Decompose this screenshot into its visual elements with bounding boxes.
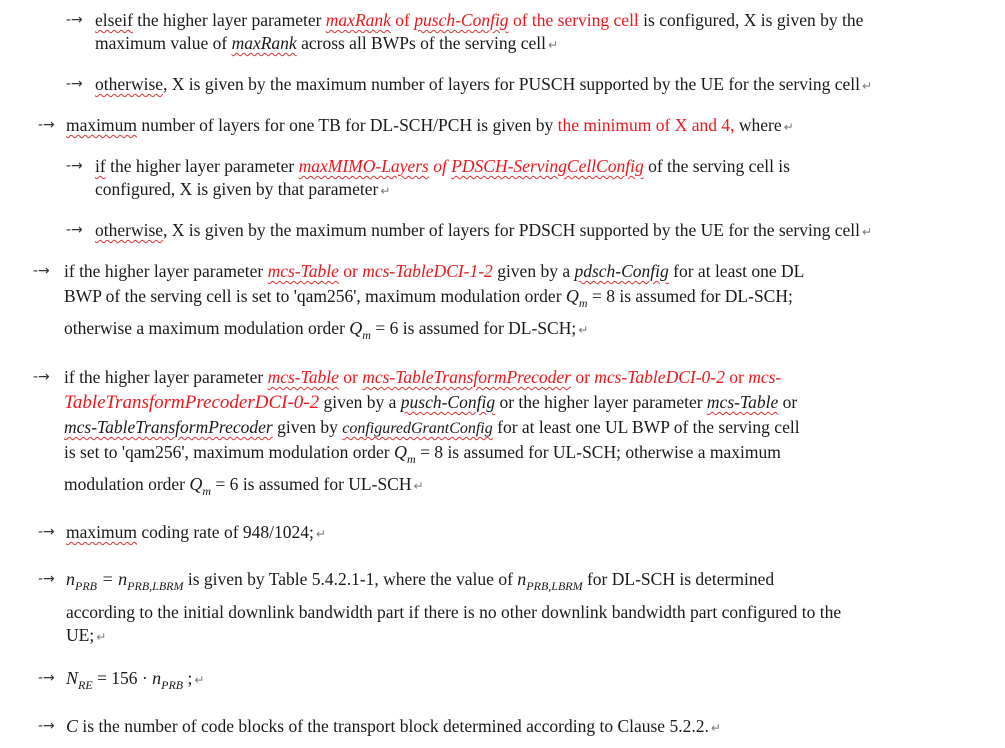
para-mcs-table-dl-line-3: otherwise a maximum modulation order $Q_m = 6$ is assumed for DL-SCH; ↵ (64, 318, 589, 342)
para-nprb-line-2: according to the initial downlink bandwidth part if there is no other downlink bandwidth part configured to the (66, 602, 842, 622)
para-elseif-maxrank-line-1: elseif the higher layer parameter maxRank of pusch-Config of the serving cell is configured, X is given by the (95, 10, 864, 30)
para-if-maxmimo-line-2: configured, X is given by that parameter ↵ (95, 179, 391, 199)
bullet-arrow: -→ (66, 158, 83, 174)
para-otherwise-pdsch: otherwise, X is given by the maximum number of layers for PDSCH supported by the UE for the serving cell ↵ (95, 220, 873, 240)
para-otherwise-pusch: otherwise, X is given by the maximum number of layers for PUSCH supported by the UE for the serving cell ↵ (95, 74, 873, 94)
bullet-arrow: -→ (66, 12, 83, 28)
bullet-arrow: -→ (38, 571, 55, 587)
para-mcs-table-ul-line-4: is set to 'qam256', maximum modulation order $Q_m = 8$ is assumed for UL-SCH; otherwise a maximum (64, 442, 781, 466)
para-mcs-table-dl-line-1: if the higher layer parameter mcs-Table or mcs-TableDCI-1-2 given by a pdsch-Config for at least one DL (64, 261, 805, 281)
para-nprb-line-1: $n_{PRB} = n_{PRB,LBRM}$ is given by Table 5.4.2.1-1, where the value of $n_{PRB,LBRM}$ for DL-SCH is determined (66, 569, 775, 593)
bullet-arrow: -→ (38, 524, 55, 540)
para-max-layers-dlsch: maximum number of layers for one TB for DL-SCH/PCH is given by the minimum of X and 4, where ↵ (66, 115, 794, 135)
para-max-coding-rate: maximum coding rate of 948/1024; ↵ (66, 522, 326, 542)
bullet-arrow: -→ (66, 222, 83, 238)
bullet-arrow: -→ (33, 263, 50, 279)
para-mcs-table-ul-line-3: mcs-TableTransformPrecoder given by configuredGrantConfig for at least one UL BWP of the serving cell (64, 417, 800, 437)
bullet-arrow: -→ (38, 117, 55, 133)
bullet-arrow: -→ (38, 718, 55, 734)
bullet-arrow: -→ (66, 76, 83, 92)
para-mcs-table-ul-line-5: modulation order $Q_m = 6$ is assumed for UL-SCH ↵ (64, 474, 424, 498)
para-if-maxmimo-line-1: if the higher layer parameter maxMIMO-Layers of PDSCH-ServingCellConfig of the serving cell is (95, 156, 790, 176)
bullet-arrow: -→ (38, 670, 55, 686)
para-nre-formula: $N_{RE} = 156 \cdot n_{PRB}$ ; ↵ (66, 668, 205, 692)
para-mcs-table-dl-line-2: BWP of the serving cell is set to 'qam256', maximum modulation order $Q_m = 8$ is assumed for DL-SCH; (64, 286, 793, 310)
para-mcs-table-ul-line-1: if the higher layer parameter mcs-Table or mcs-TableTransformPrecoder or mcs-TableDCI-0-2 or mcs- (64, 367, 782, 387)
bullet-arrow: -→ (33, 369, 50, 385)
para-nprb-line-3: UE; ↵ (66, 625, 107, 645)
para-elseif-maxrank-line-2: maximum value of maxRank across all BWPs of the serving cell ↵ (95, 33, 559, 53)
para-mcs-table-ul-line-2: TableTransformPrecoderDCI-0-2 given by a pusch-Config or the higher layer parameter mcs-Table or (64, 392, 798, 413)
para-code-blocks: C is the number of code blocks of the transport block determined according to Clause 5.2.2. ↵ (66, 716, 721, 736)
